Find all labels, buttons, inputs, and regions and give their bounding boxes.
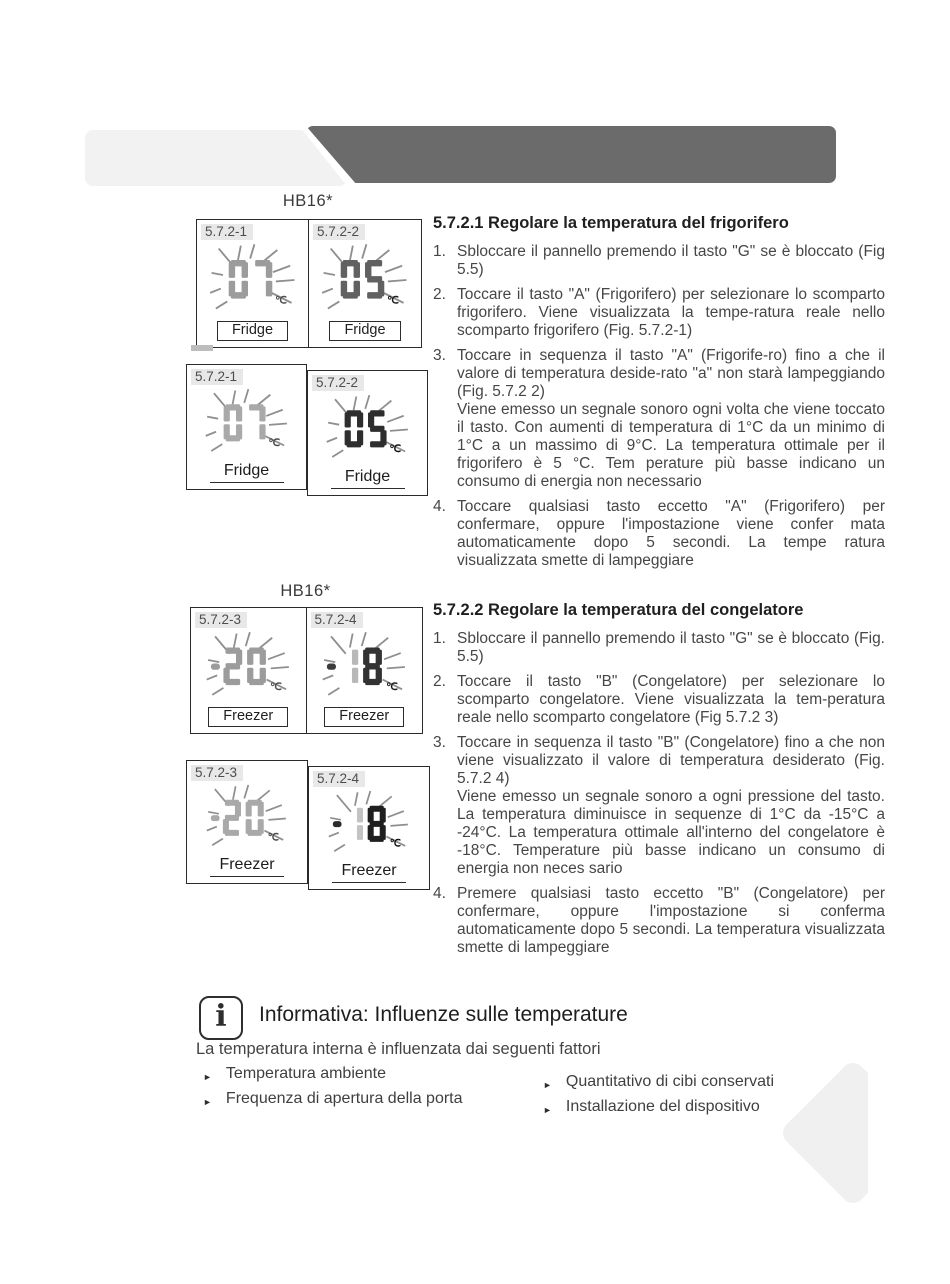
display-panel xyxy=(191,608,307,733)
corner-diamond-shape xyxy=(779,1058,868,1208)
seven-segment-display xyxy=(313,628,416,706)
step-text: Toccare qualsiasi tasto eccetto "A" (Frigorifero) per confermare, oppure l'impostazione viene confer mata automaticamente dopo 5 secondi. La tempe ratura visualizzata smette di lampeggiare xyxy=(457,498,885,569)
step-text: Toccare in sequenza il tasto "B" (Congelatore) fino a che non viene visualizzato il valore di temperatura desiderato (Fig. 5.7.2 4) Viene emesso un segnale sonoro a ogni pressione del tasto. La temperatura diminuisce in sequenze di 1°C da -15°C a -24°C. La temperatura ottimale all'interno del congelatore è -18°C. Temperature più basse indicano un consumo di energia non neces sario xyxy=(457,734,885,877)
digits xyxy=(341,260,385,299)
figure-tag: 5.7.2-3 xyxy=(191,765,243,781)
digits xyxy=(228,260,272,299)
seven-segment-display xyxy=(203,240,303,320)
info-bullets-left xyxy=(203,1064,533,1112)
step xyxy=(433,673,885,727)
step-text: Sbloccare il pannello premendo il tasto "G" se è bloccato (Fig 5.5) xyxy=(457,243,885,278)
step-text: Premere qualsiasi tasto eccetto "B" (Congelatore) per confermare, oppure l'impostazione si conferma automaticamente dopo 5 secondi. La temperatura visualizzata smette di lampeggiare xyxy=(457,885,885,956)
section-freezer-temp xyxy=(433,601,885,964)
step-number: 3. xyxy=(433,734,446,751)
compartment-label: Freezer xyxy=(219,856,275,873)
step-number: 4. xyxy=(433,885,446,902)
compartment-label: Freezer xyxy=(324,707,404,727)
display-panel xyxy=(309,220,421,347)
step-number: 1. xyxy=(433,243,446,260)
diamond xyxy=(779,1058,868,1208)
figure-fridge-small xyxy=(196,219,422,348)
header-dark-band xyxy=(306,126,836,183)
digits xyxy=(333,806,386,842)
bullet-text: Frequenza di apertura della porta xyxy=(225,1090,463,1107)
celsius-unit: ℃ xyxy=(387,294,400,307)
figure-tag: 5.7.2-4 xyxy=(313,771,365,787)
bullet-text: Quantitativo di cibi conservati xyxy=(565,1073,775,1090)
digits xyxy=(327,648,382,686)
bullet-triangle-icon: ► xyxy=(203,1072,212,1082)
celsius-unit: ℃ xyxy=(267,438,280,450)
step-text: Sbloccare il pannello premendo il tasto "G" se è bloccato (Fig. 5.5) xyxy=(457,630,885,665)
figure-tag: 5.7.2-4 xyxy=(311,612,363,628)
step xyxy=(433,498,885,570)
figure-tag: 5.7.2-2 xyxy=(312,375,364,391)
label-underline xyxy=(331,488,405,489)
display-panel xyxy=(308,766,430,890)
seven-segment-display xyxy=(191,781,303,856)
step-number: 4. xyxy=(433,498,446,515)
step-text: Toccare il tasto "B" (Congelatore) per selezionare lo scomparto congelatore. Viene visualizzata la tem-peratura reale nello scomparto congelatore (Fig 5.7.2 3) xyxy=(457,673,885,726)
display-panel xyxy=(307,608,423,733)
seven-segment-display xyxy=(191,385,303,462)
display-panel xyxy=(186,760,308,884)
display-panel xyxy=(197,220,309,347)
header-light-band xyxy=(85,130,347,186)
info-title: Informativa: Influenze sulle temperature xyxy=(259,1003,628,1026)
step xyxy=(433,885,885,957)
section-title: 5.7.2.2 Regolare la temperatura del congelatore xyxy=(433,601,804,619)
compartment-label: Freezer xyxy=(208,707,288,727)
digits xyxy=(223,404,265,441)
model-label: HB16* xyxy=(282,192,334,210)
digits xyxy=(211,800,264,836)
compartment-label: Fridge xyxy=(344,468,391,485)
figure-corner-tab xyxy=(191,345,213,351)
figure-freezer-small xyxy=(190,607,423,734)
info-subtitle: La temperatura interna è influenzata dai seguenti fattori xyxy=(196,1040,601,1058)
digits xyxy=(344,410,386,447)
bullet-triangle-icon: ► xyxy=(543,1080,552,1090)
step-number: 1. xyxy=(433,630,446,647)
figure-fridge-large xyxy=(186,364,428,496)
step-number: 2. xyxy=(433,286,446,303)
step-number: 3. xyxy=(433,347,446,364)
label-underline xyxy=(332,882,406,883)
step xyxy=(433,347,885,491)
celsius-unit: ℃ xyxy=(385,681,398,693)
figure-tag: 5.7.2-1 xyxy=(201,224,253,240)
bullet-triangle-icon: ► xyxy=(543,1105,552,1115)
compartment-label: Fridge xyxy=(329,321,400,341)
seven-segment-display xyxy=(315,240,415,320)
label-underline xyxy=(210,482,284,483)
step xyxy=(433,286,885,340)
figure-tag: 5.7.2-1 xyxy=(191,369,243,385)
bullet-text: Installazione del dispositivo xyxy=(565,1098,760,1115)
step-text: Toccare il tasto "A" (Frigorifero) per selezionare lo scomparto frigorifero. Viene visualizzata la tempe-ratura reale nello scomparto frigorifero (Fig. 5.7.2-1) xyxy=(457,286,885,339)
section-fridge-temp xyxy=(433,214,885,577)
list-item xyxy=(203,1064,533,1087)
celsius-unit: ℃ xyxy=(267,832,280,844)
compartment-label: Freezer xyxy=(341,862,397,879)
bullet-triangle-icon: ► xyxy=(203,1097,212,1107)
digits xyxy=(211,648,266,686)
label-underline xyxy=(210,876,284,877)
info-icon xyxy=(199,996,243,1040)
bullet-text: Temperatura ambiente xyxy=(225,1065,387,1082)
model-label: HB16* xyxy=(280,582,331,600)
seven-segment-display xyxy=(313,787,425,862)
step-number: 2. xyxy=(433,673,446,690)
step-text: Toccare in sequenza il tasto "A" (Frigorife-ro) fino a che il valore di temperatura deside-rato "a" non starà lampeggiando (Fig. 5.7.2 2) Viene emesso un segnale sonoro ogni volta che viene toccato il tasto. Con aumenti di temperatura di 1°C da un minimo di 1°C a un massimo di 9°C. La temperatura ottimale per il frigorifero è 5 °C. Tem perature più basse indicano un consumo di energia non necessario xyxy=(457,347,885,490)
display-panel xyxy=(186,364,307,490)
celsius-unit: ℃ xyxy=(388,444,401,456)
section-title: 5.7.2.1 Regolare la temperatura del frigorifero xyxy=(433,214,789,232)
step xyxy=(433,734,885,878)
compartment-label: Fridge xyxy=(217,321,288,341)
info-icon-glyph: i xyxy=(215,998,227,1034)
display-panel xyxy=(307,370,428,496)
step xyxy=(433,630,885,666)
celsius-unit: ℃ xyxy=(274,294,287,307)
figure-freezer-large xyxy=(186,760,430,890)
seven-segment-display xyxy=(312,391,424,468)
step xyxy=(433,243,885,279)
compartment-label: Fridge xyxy=(223,462,270,479)
figure-tag: 5.7.2-3 xyxy=(195,612,247,628)
seven-segment-display xyxy=(197,628,300,706)
list-item xyxy=(203,1089,533,1112)
celsius-unit: ℃ xyxy=(389,838,402,850)
figure-tag: 5.7.2-2 xyxy=(313,224,365,240)
celsius-unit: ℃ xyxy=(269,681,282,693)
